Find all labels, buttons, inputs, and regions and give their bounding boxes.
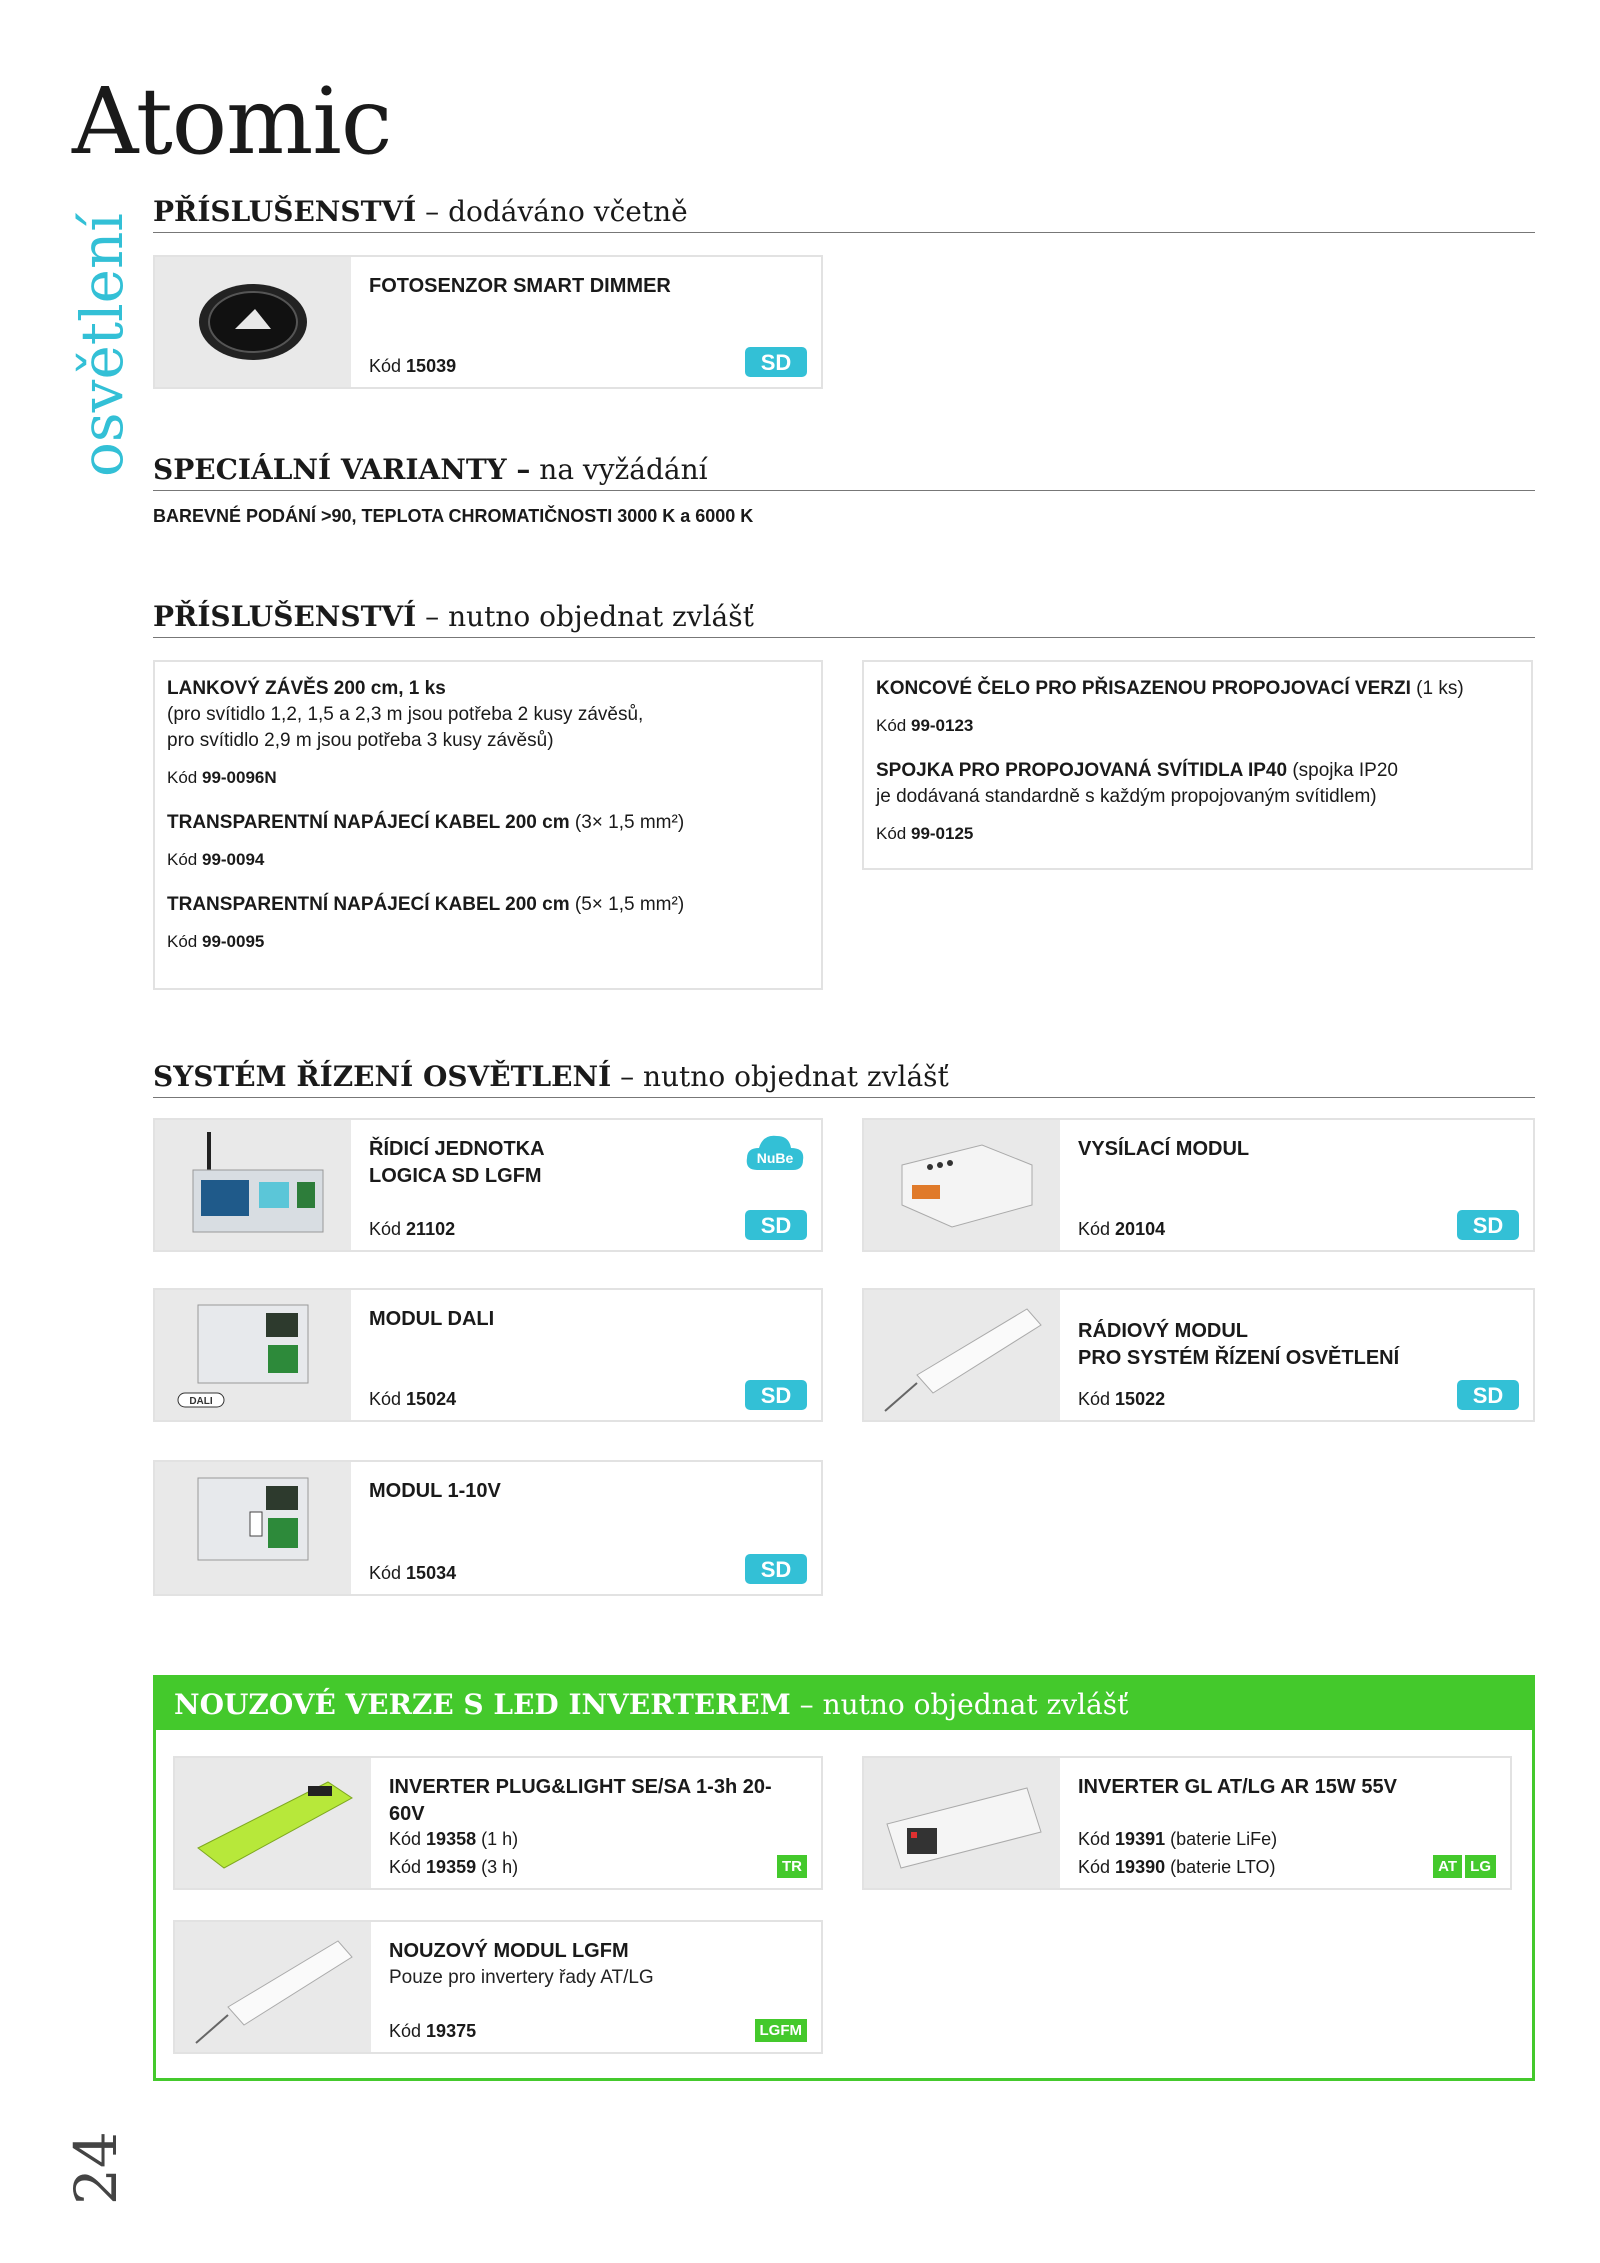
product-code: 19375 (426, 2021, 477, 2041)
product-code: 15024 (406, 1389, 457, 1409)
product-code: 19359 (426, 1857, 477, 1877)
svg-text:SD: SD (1472, 1213, 1504, 1238)
sd-logo-icon (745, 1554, 807, 1584)
module-1-10v-image (155, 1462, 351, 1594)
section-heading-control-system: SYSTÉM ŘÍZENÍ OSVĚTLENÍ – nutno objednat zvlášť (153, 1060, 1535, 1098)
inverter-plug-light-image (175, 1758, 371, 1888)
product-code: 19358 (426, 1829, 477, 1849)
page-title: Atomic (72, 68, 392, 175)
card-title: ŘÍDICÍ JEDNOTKA LOGICA SD LGFM (369, 1138, 545, 1187)
radio-module-image (864, 1290, 1060, 1420)
svg-text:SD: SD (760, 350, 792, 375)
accessories-left-box: LANKOVÝ ZÁVĚS 200 cm, 1 ks (pro svítidlo 1,2, 1,5 a 2,3 m jsou potřeba 2 kusy závěsů, pro svítidlo 2,9 m jsou potřeba 3 kusy závěsů) Kód 99-0096N TRANSPARENTNÍ NAPÁJECÍ KABEL 200 cm (3× 1,5 mm²) Kód 99-0094 TRANSPARENTNÍ NAPÁJECÍ KABEL 200 cm (5× 1,5 mm²) Kód 99-0095 (153, 660, 823, 990)
inverter-gl-image (864, 1758, 1060, 1888)
card-title: VYSÍLACÍ MODUL (1078, 1138, 1250, 1160)
product-code: 15039 (406, 356, 457, 376)
product-code: 15022 (1115, 1389, 1166, 1409)
item-title: LANKOVÝ ZÁVĚS 200 cm, 1 ks (167, 678, 446, 699)
tr-badge: TR (777, 1855, 807, 1878)
svg-text:SD: SD (760, 1383, 792, 1408)
page-number: 24 (62, 2131, 130, 2205)
product-card-vysilaci-modul: VYSÍLACÍ MODUL Kód 20104 SD (862, 1118, 1535, 1252)
product-card-nouzovy-modul: NOUZOVÝ MODUL LGFM Pouze pro invertery řady AT/LG Kód 19375 LGFM (173, 1920, 823, 2054)
product-code: 21102 (406, 1219, 456, 1239)
product-card-inverter-plug-light: INVERTER PLUG&LIGHT SE/SA 1-3h 20-60V Kód 19358 (1 h) Kód 19359 (3 h) TR (173, 1756, 823, 1890)
product-code: 19390 (1115, 1857, 1166, 1877)
sd-logo-icon (745, 347, 807, 377)
product-code: 99-0096N (201, 768, 277, 787)
transmitter-module-image (864, 1120, 1060, 1250)
emergency-module-image (175, 1922, 371, 2052)
card-title: MODUL 1-10V (369, 1480, 501, 1502)
sd-logo-icon (1457, 1210, 1519, 1240)
lg-badge: LG (1465, 1855, 1496, 1878)
product-code: 15034 (406, 1563, 457, 1583)
at-badge: AT (1433, 1855, 1462, 1878)
card-title: FOTOSENZOR SMART DIMMER (369, 275, 671, 297)
section-heading-special-variants: SPECIÁLNÍ VARIANTY – na vyžádání (153, 453, 1535, 491)
card-title: NOUZOVÝ MODUL LGFM (389, 1940, 629, 1962)
product-code: 99-0094 (201, 850, 265, 869)
card-title: INVERTER PLUG&LIGHT SE/SA 1-3h 20-60V (389, 1776, 772, 1825)
fotosenzor-image (155, 257, 351, 387)
special-variants-note: BAREVNÉ PODÁNÍ >90, TEPLOTA CHROMATIČNOSTI 3000 K a 6000 K (153, 506, 754, 526)
product-code: 99-0095 (201, 932, 265, 951)
dali-module-image (155, 1290, 351, 1420)
product-card-modul-1-10v: MODUL 1-10V Kód 15034 SD (153, 1460, 823, 1596)
accessories-right-box: KONCOVÉ ČELO PRO PŘISAZENOU PROPOJOVACÍ VERZI (1 ks) Kód 99-0123 SPOJKA PRO PROPOJOVANÁ SVÍTIDLA IP40 (spojka IP20 je dodávaná standardně s každým propojovaným svítidlem) Kód 99-0125 (862, 660, 1533, 870)
svg-text:NuBe: NuBe (756, 1150, 794, 1166)
svg-text:SD: SD (760, 1557, 792, 1582)
sd-logo-icon (745, 1380, 807, 1410)
product-card-modul-dali: DALI MODUL DALI Kód 15024 SD (153, 1288, 823, 1422)
side-label: osvětlení (68, 213, 136, 477)
emergency-heading: NOUZOVÉ VERZE S LED INVERTEREM – nutno objednat zvlášť (156, 1678, 1532, 1730)
product-card-ridici-jednotka: ŘÍDICÍ JEDNOTKA LOGICA SD LGFM Kód 21102 NuBe SD (153, 1118, 823, 1252)
product-code: 99-0125 (910, 824, 974, 843)
svg-text:SD: SD (760, 1213, 792, 1238)
product-card-radiovy-modul: RÁDIOVÝ MODUL PRO SYSTÉM ŘÍZENÍ OSVĚTLENÍ Kód 15022 SD (862, 1288, 1535, 1422)
svg-text:SD: SD (1472, 1383, 1504, 1408)
product-code: 99-0123 (910, 716, 974, 735)
card-title: RÁDIOVÝ MODUL PRO SYSTÉM ŘÍZENÍ OSVĚTLENÍ (1078, 1320, 1400, 1369)
section-heading-accessories-separate: PŘÍSLUŠENSTVÍ – nutno objednat zvlášť (153, 600, 1535, 638)
svg-text:DALI: DALI (189, 1396, 213, 1407)
card-title: MODUL DALI (369, 1308, 495, 1330)
sd-logo-icon (745, 1210, 807, 1240)
card-title: INVERTER GL AT/LG AR 15W 55V (1078, 1776, 1397, 1798)
product-card-fotosenzor: FOTOSENZOR SMART DIMMER Kód 15039 SD (153, 255, 823, 389)
nube-cloud-icon (743, 1130, 807, 1174)
product-code: 20104 (1115, 1219, 1166, 1239)
section-heading-accessories-included: PŘÍSLUŠENSTVÍ – dodáváno včetně (153, 195, 1535, 233)
control-unit-image (155, 1120, 351, 1250)
card-subtitle: Pouze pro invertery řady AT/LG (389, 1967, 654, 1988)
product-code: 19391 (1115, 1829, 1166, 1849)
lgfm-badge: LGFM (755, 2019, 808, 2042)
sd-logo-icon (1457, 1380, 1519, 1410)
emergency-section (153, 1675, 1535, 2081)
product-card-inverter-gl: INVERTER GL AT/LG AR 15W 55V Kód 19391 (baterie LiFe) Kód 19390 (baterie LTO) AT LG (862, 1756, 1512, 1890)
